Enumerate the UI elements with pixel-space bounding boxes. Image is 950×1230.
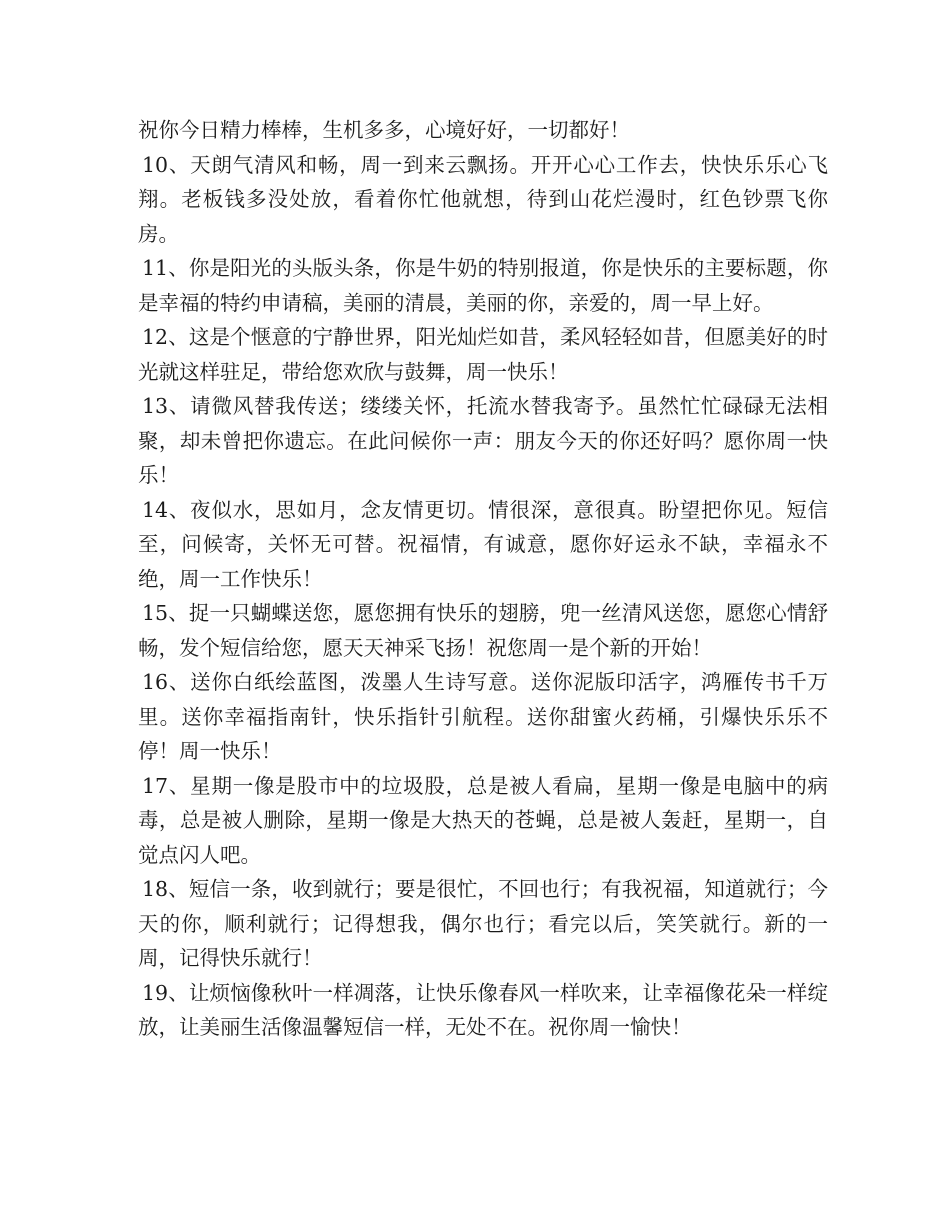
- paragraph-item-16: 16、送你白纸绘蓝图，泼墨人生诗写意。送你泥版印活字，鸿雁传书千万里。送你幸福指南针，快乐指针引航程。送你甜蜜火药桶，引爆快乐乐不停！周一快乐！: [138, 670, 828, 763]
- paragraph-item-14: 14、夜似水，思如月，念友情更切。情很深，意很真。盼望把你见。短信至，问候寄，关怀无可替。祝福情，有诚意，愿你好运永不缺，幸福永不绝，周一工作快乐！: [138, 497, 828, 591]
- paragraph-continuation: 祝你今日精力棒棒，生机多多，心境好好，一切都好！: [138, 118, 630, 142]
- paragraph-item-13: 13、请微风替我传送；缕缕关怀，托流水替我寄予。虽然忙忙碌碌无法相聚，却未曾把你遗忘。在此问候你一声：朋友今天的你还好吗？愿你周一快乐！: [138, 394, 828, 487]
- paragraph-item-18: 18、短信一条，收到就行；要是很忙，不回也行；有我祝福，知道就行；今天的你，顺利就行；记得想我，偶尔也行；看完以后，笑笑就行。新的一周，记得快乐就行！: [138, 877, 828, 970]
- paragraph-item-11: 11、你是阳光的头版头条，你是牛奶的特别报道，你是快乐的主要标题，你是幸福的特约申请稿，美丽的清晨，美丽的你，亲爱的，周一早上好。: [138, 256, 828, 315]
- paragraph-item-15: 15、捉一只蝴蝶送您，愿您拥有快乐的翅膀，兜一丝清风送您，愿您心情舒畅，发个短信给您，愿天天神采飞扬！祝您周一是个新的开始！: [138, 601, 828, 660]
- paragraph-item-10: 10、天朗气清风和畅，周一到来云飘扬。开开心心工作去，快快乐乐心飞翔。老板钱多没处放，看着你忙他就想，待到山花烂漫时，红色钞票飞你房。: [138, 152, 828, 246]
- paragraph-item-19: 19、让烦恼像秋叶一样凋落，让快乐像春风一样吹来，让幸福像花朵一样绽放，让美丽生活像温馨短信一样，无处不在。祝你周一愉快！: [138, 980, 828, 1039]
- paragraph-item-17: 17、星期一像是股市中的垃圾股，总是被人看扁，星期一像是电脑中的病毒，总是被人删除，星期一像是大热天的苍蝇，总是被人轰赶，星期一，自觉点闪人吧。: [138, 773, 828, 867]
- paragraph-item-12: 12、这是个惬意的宁静世界，阳光灿烂如昔，柔风轻轻如昔，但愿美好的时光就这样驻足，带给您欢欣与鼓舞，周一快乐！: [138, 325, 828, 384]
- document-body: [138, 113, 828, 1045]
